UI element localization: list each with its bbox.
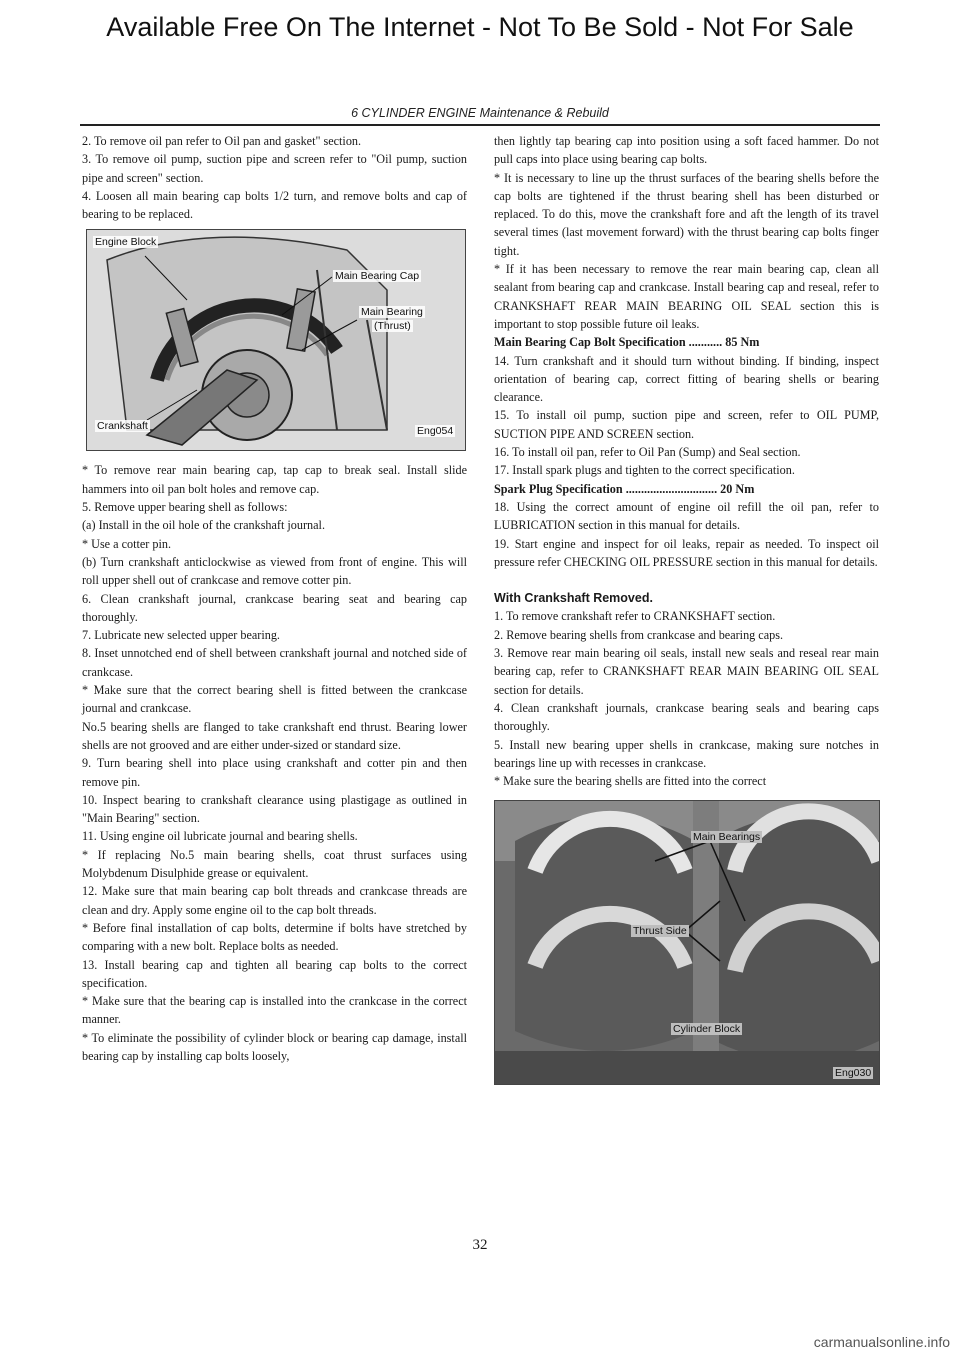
paragraph: 4. Clean crankshaft journals, crankcase bearing seals and bearing caps thoroughly. <box>494 700 879 734</box>
label-main-bearing: Main Bearing <box>361 306 423 319</box>
label-thrust: (Thrust) <box>374 320 411 333</box>
spacer <box>494 571 879 589</box>
paragraph: * Make sure that the bearing cap is installed into the crankcase in the correct manner. <box>82 994 467 1027</box>
paragraph: 6. Clean crankshaft journal, crankcase bearing seat and bearing cap thoroughly. <box>82 591 467 624</box>
paragraph: 2. Remove bearing shells from crankcase and bearing caps. <box>494 627 784 642</box>
figure-code: Eng030 <box>835 1067 872 1080</box>
label-main-bearings: Main Bearings <box>693 831 761 844</box>
header-rule <box>80 124 880 126</box>
label-thrust-side: Thrust Side <box>633 925 687 938</box>
paragraph: (b) Turn crankshaft anticlockwise as viewed from front of engine. This will roll upper shell out of crankcase and remove cotter pin. <box>82 554 467 588</box>
paragraph: * If replacing No.5 main bearing shells, coat thrust surfaces using Molybdenum Disulphide grease or equivalent. <box>82 847 467 881</box>
paragraph: 9. Turn bearing shell into place using crankshaft and cotter pin and then remove pin. <box>82 756 467 789</box>
paragraph: * If it has been necessary to remove the rear main bearing cap, clean all sealant from bearing cap and crankcase. Install bearing cap and reseal, refer to CRANKSHAFT REAR MAIN BEARING OIL SEAL section this is important to stop possible future oil leaks. <box>494 262 879 331</box>
footer-site-link[interactable]: carmanualsonline.info <box>813 1334 950 1350</box>
label-crankshaft: Crankshaft <box>97 420 148 433</box>
paragraph: * To eliminate the possibility of cylinder block or bearing cap damage, install bearing cap by installing cap bolts loosely, <box>82 1030 467 1063</box>
paragraph: (a) Install in the oil hole of the crankshaft journal. <box>82 518 325 533</box>
paragraph: 11. Using engine oil lubricate journal and bearing shells. <box>82 829 358 844</box>
paragraph: 16. To install oil pan, refer to Oil Pan (Sump) and Seal section. <box>494 445 801 460</box>
paragraph: 3. Remove rear main bearing oil seals, install new seals and reseal rear main bearing cap, refer to CRANKSHAFT REAR MAIN BEARING OIL SEAL section for details. <box>494 646 879 697</box>
paragraph: 18. Using the correct amount of engine oil refill the oil pan, refer to LUBRICATION section in this manual for details. <box>494 499 879 533</box>
specification: Spark Plug Specification .............................. 20 Nm <box>494 481 755 496</box>
page-header: 6 CYLINDER ENGINE Maintenance & Rebuild <box>351 106 609 120</box>
paragraph: 8. Inset unnotched end of shell between crankshaft journal and notched side of crankcase. <box>82 646 467 679</box>
paragraph: * Before final installation of cap bolts, determine if bolts have stretched by comparing with a new bolt. Replace bolts as needed. <box>82 920 467 954</box>
watermark-banner: Available Free On The Internet - Not To Be Sold - Not For Sale <box>106 12 854 42</box>
paragraph: 12. Make sure that main bearing cap bolt threads and crankcase threads are clean and dry. Apply some engine oil to the cap bolt threads. <box>82 884 467 917</box>
paragraph: * Make sure the bearing shells are fitted into the correct <box>494 774 767 789</box>
paragraph: 13. Install bearing cap and tighten all bearing cap bolts to the correct specification. <box>82 957 467 990</box>
engine-block-illustration <box>87 230 465 450</box>
paragraph: * Make sure that the correct bearing shell is fitted between the crankcase journal and crankcase. <box>82 683 467 716</box>
label-engine-block-1: Engine Block <box>95 236 157 249</box>
figure-main-bearings-photo <box>494 800 880 1085</box>
right-column <box>494 132 879 1085</box>
paragraph: 19. Start engine and inspect for oil leaks, repair as needed. To inspect oil pressure refer CHECKING OIL PRESSURE section in this manual for details. <box>494 536 879 569</box>
paragraph: 7. Lubricate new selected upper bearing. <box>82 628 280 643</box>
cylinder-block-photo <box>495 801 879 1084</box>
paragraph: 17. Install spark plugs and tighten to the correct specification. <box>494 463 795 478</box>
paragraph: 15. To install oil pump, suction pipe and screen, refer to OIL PUMP, SUCTION PIPE AND SCREEN section. <box>494 408 879 441</box>
paragraph: 10. Inspect bearing to crankshaft clearance using plastigage as outlined in "Main Bearing" section. <box>82 792 467 826</box>
page-number: 32 <box>472 1237 488 1253</box>
left-column <box>82 132 467 1065</box>
paragraph: 2. To remove oil pan refer to Oil pan and gasket" section. <box>82 134 362 148</box>
specification: Main Bearing Cap Bolt Specification ........... 85 Nm <box>494 335 760 350</box>
section-heading: With Crankshaft Removed. <box>494 591 653 606</box>
paragraph: 3. To remove oil pump, suction pipe and screen refer to "Oil pump, suction pipe and screen" section. <box>82 152 467 185</box>
paragraph: No.5 bearing shells are flanged to take crankshaft end thrust. Bearing lower shells are not grooved and are either under-sized or standard size. <box>82 719 467 752</box>
paragraph: * To remove rear main bearing cap, tap cap to break seal. Install slide hammers into oil pan bolt holes and remove cap. <box>82 463 467 496</box>
paragraph: 4. Loosen all main bearing cap bolts 1/2 turn, and remove bolts and cap of bearing to be replaced. <box>82 188 467 222</box>
paragraph: then lightly tap bearing cap into position using a soft faced hammer. Do not pull caps into place using bearing cap bolts. <box>494 134 879 167</box>
label-cylinder-block: Cylinder Block <box>673 1023 741 1036</box>
paragraph: 1. To remove crankshaft refer to CRANKSHAFT section. <box>494 609 776 624</box>
paragraph: 5. Install new bearing upper shells in crankcase, making sure notches in bearings line up with recesses in crankcase. <box>494 737 879 770</box>
paragraph: 14. Turn crankshaft and it should turn without binding. If binding, inspect orientation of bearing cap, correct fitting of bearing shells or bearing clearance. <box>494 353 879 405</box>
label-main-bearing-cap: Main Bearing Cap <box>335 270 420 283</box>
paragraph: 5. Remove upper bearing shell as follows: <box>82 500 288 515</box>
figure-code: Eng054 <box>417 425 454 438</box>
paragraph: * It is necessary to line up the thrust surfaces of the bearing shells before the cap bolts are tightened if the thrust bearing shell has been disturbed or replaced. To do this, move the crankshaft fore and aft the length of its travel several times (last movement forward) with the thrust bearing cap bolts finger tight. <box>494 170 879 258</box>
paragraph: * Use a cotter pin. <box>82 536 172 551</box>
figure-main-bearing-cap <box>86 229 466 451</box>
